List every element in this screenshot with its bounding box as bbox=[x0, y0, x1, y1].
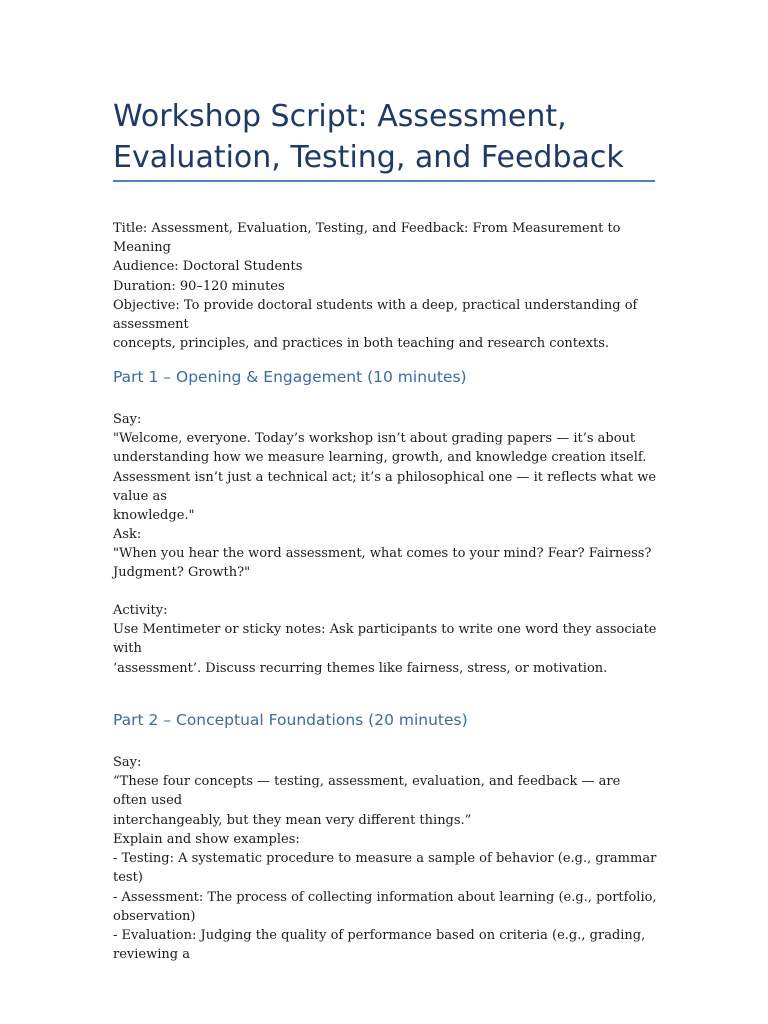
part2-explain-line: - Evaluation: Judging the quality of performance based on criteria (e.g., grading, reviewing a bbox=[113, 928, 646, 963]
part1-ask bbox=[113, 525, 658, 583]
part1-heading: Part 1 – Opening & Engagement (10 minutes) bbox=[113, 368, 467, 386]
part2-explain-line: observation) bbox=[113, 908, 196, 924]
part1-say-line: knowledge." bbox=[113, 508, 195, 524]
part2-explain-line: - Testing: A systematic procedure to measure a sample of behavior (e.g., grammar test) bbox=[113, 851, 657, 886]
document-title-line-2: Evaluation, Testing, and Feedback bbox=[113, 140, 624, 175]
part1-say-line: Assessment isn’t just a technical act; it’s a philosophical one — it reflects what we value as bbox=[113, 469, 657, 504]
part2-say-line: interchangeably, but they mean very different things.” bbox=[113, 812, 472, 828]
part2-say-line: “These four concepts — testing, assessment, evaluation, and feedback — are often used bbox=[113, 774, 621, 809]
document-title bbox=[113, 96, 658, 178]
part1-say-line: "Welcome, everyone. Today’s workshop isn’t about grading papers — it’s about bbox=[113, 431, 636, 447]
part1-say-line: understanding how we measure learning, growth, and knowledge creation itself. bbox=[113, 450, 647, 466]
meta-duration: Duration: 90–120 minutes bbox=[113, 278, 285, 294]
part2-say-label: Say: bbox=[113, 755, 142, 770]
part2-explain bbox=[113, 830, 658, 964]
part1-say bbox=[113, 410, 658, 525]
part1-activity bbox=[113, 601, 658, 678]
meta-title: Title: Assessment, Evaluation, Testing, and Feedback: From Measurement to Meaning bbox=[113, 221, 621, 256]
part1-activity-line: ‘assessment’. Discuss recurring themes like fairness, stress, or motivation. bbox=[113, 660, 608, 676]
part1-say-label: Say: bbox=[113, 412, 142, 427]
part2-explain-line: - Assessment: The process of collecting information about learning (e.g., portfolio, bbox=[113, 889, 657, 905]
part2-explain-label: Explain and show examples: bbox=[113, 832, 300, 847]
meta-audience: Audience: Doctoral Students bbox=[113, 259, 303, 275]
part2-heading: Part 2 – Conceptual Foundations (20 minutes) bbox=[113, 711, 468, 729]
part1-ask-line: "When you hear the word assessment, what comes to your mind? Fear? Fairness? bbox=[113, 546, 652, 562]
part1-activity-label: Activity: bbox=[113, 603, 168, 618]
part1-ask-line: Judgment? Growth?" bbox=[113, 565, 251, 581]
title-underline bbox=[113, 180, 655, 182]
part2-say bbox=[113, 753, 658, 830]
meta-objective-line-1: Objective: To provide doctoral students with a deep, practical understanding of assessment bbox=[113, 297, 638, 333]
workshop-meta bbox=[113, 219, 658, 353]
part1-activity-line: Use Mentimeter or sticky notes: Ask participants to write one word they associate with bbox=[113, 622, 657, 657]
part1-ask-label: Ask: bbox=[113, 527, 142, 542]
document-title-line-1: Workshop Script: Assessment, bbox=[113, 99, 567, 134]
meta-objective-line-2: concepts, principles, and practices in both teaching and research contexts. bbox=[113, 336, 610, 352]
